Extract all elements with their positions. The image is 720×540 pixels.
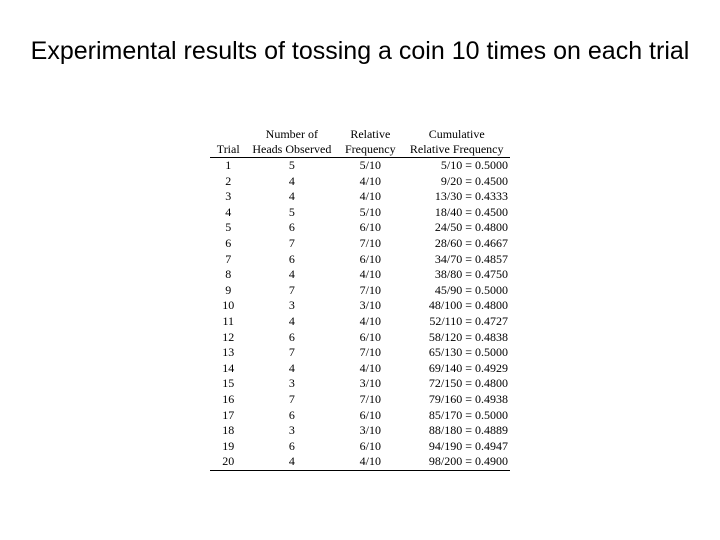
cell-trial: 14 [222, 360, 235, 375]
table-row [210, 423, 510, 439]
cell-relative-frequency: 4/10 [359, 267, 381, 282]
cell-heads-observed: 6 [288, 251, 295, 266]
table-row [210, 345, 510, 361]
cell-trial: 3 [225, 189, 232, 204]
table-row [210, 174, 510, 190]
cell-cumulative-relative-frequency: 72/150 = 0.4800 [428, 376, 508, 391]
cell-heads-observed: 6 [288, 220, 295, 235]
cell-trial: 17 [222, 407, 235, 422]
table-row [210, 454, 510, 470]
cell-relative-frequency: 6/10 [359, 251, 381, 266]
table-row [210, 408, 510, 424]
table-row [210, 252, 510, 268]
cell-trial: 1 [225, 158, 232, 172]
table-row [210, 236, 510, 252]
cell-cumulative-relative-frequency: 28/60 = 0.4667 [434, 235, 508, 250]
cell-cumulative-relative-frequency: 48/100 = 0.4800 [428, 298, 508, 313]
cell-relative-frequency: 7/10 [359, 282, 381, 297]
cell-relative-frequency: 7/10 [359, 391, 381, 406]
cell-relative-frequency: 4/10 [359, 173, 381, 188]
table-row [210, 205, 510, 221]
cell-trial: 7 [225, 251, 232, 266]
table-row [210, 361, 510, 377]
cell-heads-observed: 7 [288, 345, 295, 360]
cell-heads-observed: 5 [288, 204, 295, 219]
header-heads-observed: Heads Observed [246, 142, 337, 158]
cell-cumulative-relative-frequency: 9/20 = 0.4500 [440, 173, 508, 188]
cell-trial: 11 [222, 313, 235, 328]
cell-relative-frequency: 5/10 [359, 204, 381, 219]
header-relative-frequency: Relative Frequency [403, 142, 510, 158]
cell-trial: 12 [222, 329, 235, 344]
cell-relative-frequency: 3/10 [359, 298, 381, 313]
cell-relative-frequency: 4/10 [359, 189, 381, 204]
cell-cumulative-relative-frequency: 58/120 = 0.4838 [428, 329, 508, 344]
cell-cumulative-relative-frequency: 5/10 = 0.5000 [440, 158, 508, 172]
cell-relative-frequency: 4/10 [337, 454, 403, 470]
results-table [210, 127, 510, 471]
cell-relative-frequency: 4/10 [359, 360, 381, 375]
cell-cumulative-relative-frequency: 65/130 = 0.5000 [428, 345, 508, 360]
cell-heads-observed: 6 [288, 438, 295, 453]
header-frequency: Frequency [337, 142, 403, 158]
slide-title: Experimental results of tossing a coin 10 times on each trial [30, 37, 690, 65]
cell-cumulative-relative-frequency: 98/200 = 0.4900 [403, 454, 510, 470]
cell-cumulative-relative-frequency: 94/190 = 0.4947 [428, 438, 508, 453]
table-row [210, 220, 510, 236]
cell-trial: 10 [222, 298, 235, 313]
cell-cumulative-relative-frequency: 13/30 = 0.4333 [434, 189, 508, 204]
header-heads-top: Number of [265, 127, 318, 141]
table-row [210, 392, 510, 408]
table-row [210, 376, 510, 392]
cell-heads-observed: 3 [288, 376, 295, 391]
cell-cumulative-relative-frequency: 34/70 = 0.4857 [434, 251, 508, 266]
cell-trial: 4 [225, 204, 232, 219]
cell-relative-frequency: 7/10 [359, 345, 381, 360]
cell-heads-observed: 7 [288, 282, 295, 297]
header-row-bottom [210, 142, 510, 158]
header-trial-top [210, 127, 246, 142]
cell-heads-observed: 4 [288, 189, 295, 204]
cell-relative-frequency: 4/10 [359, 313, 381, 328]
cell-trial: 9 [225, 282, 232, 297]
cell-trial: 5 [225, 220, 232, 235]
cell-heads-observed: 5 [288, 158, 295, 172]
cell-heads-observed: 4 [288, 173, 295, 188]
cell-cumulative-relative-frequency: 52/110 = 0.4727 [429, 313, 508, 328]
cell-heads-observed: 3 [288, 298, 295, 313]
cell-cumulative-relative-frequency: 88/180 = 0.4889 [428, 423, 508, 438]
cell-trial: 19 [222, 438, 235, 453]
cell-heads-observed: 4 [288, 267, 295, 282]
cell-cumulative-relative-frequency: 85/170 = 0.5000 [428, 407, 508, 422]
table-row [210, 298, 510, 314]
cell-heads-observed: 3 [288, 423, 295, 438]
table-row [210, 158, 510, 174]
cell-heads-observed: 7 [288, 391, 295, 406]
cell-trial: 6 [225, 235, 232, 250]
header-row-top [210, 127, 510, 142]
cell-relative-frequency: 6/10 [359, 329, 381, 344]
header-trial: Trial [210, 142, 246, 158]
cell-trial: 8 [225, 267, 232, 282]
cell-heads-observed: 4 [288, 360, 295, 375]
cell-cumulative-relative-frequency: 79/160 = 0.4938 [428, 391, 508, 406]
cell-trial: 2 [225, 173, 232, 188]
cell-heads-observed: 4 [246, 454, 337, 470]
cell-cumulative-relative-frequency: 45/90 = 0.5000 [434, 282, 508, 297]
table-row [210, 189, 510, 205]
cell-relative-frequency: 3/10 [359, 376, 381, 391]
table-row [210, 283, 510, 299]
cell-relative-frequency: 3/10 [359, 423, 381, 438]
cell-heads-observed: 6 [288, 407, 295, 422]
cell-cumulative-relative-frequency: 24/50 = 0.4800 [434, 220, 508, 235]
cell-relative-frequency: 6/10 [359, 438, 381, 453]
cell-trial: 13 [222, 345, 235, 360]
cell-heads-observed: 7 [288, 235, 295, 250]
cell-cumulative-relative-frequency: 69/140 = 0.4929 [428, 360, 508, 375]
cell-relative-frequency: 6/10 [359, 407, 381, 422]
table-row [210, 267, 510, 283]
cell-cumulative-relative-frequency: 38/80 = 0.4750 [434, 267, 508, 282]
cell-relative-frequency: 7/10 [359, 235, 381, 250]
cell-trial: 18 [222, 423, 235, 438]
cell-heads-observed: 4 [288, 313, 295, 328]
table-row [210, 314, 510, 330]
cell-relative-frequency: 6/10 [359, 220, 381, 235]
cell-trial: 15 [222, 376, 235, 391]
table-body [210, 158, 510, 471]
cell-trial: 16 [222, 391, 235, 406]
cell-heads-observed: 6 [288, 329, 295, 344]
cell-trial: 20 [210, 454, 246, 470]
table-row [210, 439, 510, 455]
cell-cumulative-relative-frequency: 18/40 = 0.4500 [434, 204, 508, 219]
table-row [210, 330, 510, 346]
header-relative-top: Relative [350, 127, 391, 141]
header-cumulative-top: Cumulative [428, 127, 485, 141]
cell-relative-frequency: 5/10 [359, 158, 381, 172]
